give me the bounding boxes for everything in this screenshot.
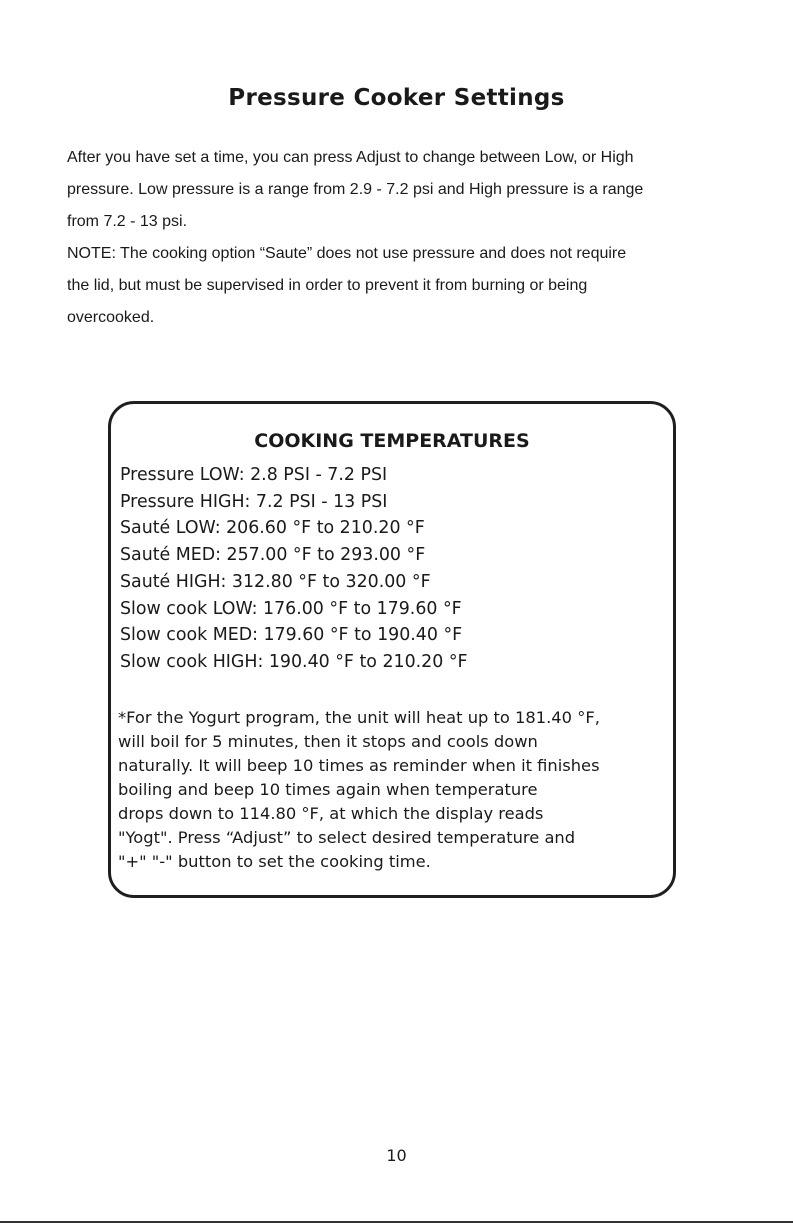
cooking-temperatures-title: COOKING TEMPERATURES (254, 429, 530, 452)
bottom-divider (0, 1221, 793, 1223)
intro-line: After you have set a time, you can press Adjust to change between Low, or High (67, 149, 634, 166)
temperature-item-saute-high: Sauté HIGH: 312.80 °F to 320.00 °F (120, 571, 431, 592)
temperature-item-saute-low: Sauté LOW: 206.60 °F to 210.20 °F (120, 518, 425, 539)
temperature-item-saute-med: Sauté MED: 257.00 °F to 293.00 °F (120, 545, 426, 566)
temperature-item-slow-cook-low: Slow cook LOW: 176.00 °F to 179.60 °F (120, 598, 462, 619)
page-title: Pressure Cooker Settings (228, 85, 565, 112)
temperature-item-slow-cook-high: Slow cook HIGH: 190.40 °F to 210.20 °F (120, 651, 468, 672)
cooking-temperatures-box (108, 401, 676, 898)
note-line: overcooked. (67, 309, 155, 326)
temperature-item-pressure-high: Pressure HIGH: 7.2 PSI - 13 PSI (120, 491, 388, 512)
note-line: NOTE: The cooking option “Saute” does not use pressure and does not require (67, 245, 627, 262)
intro-line: from 7.2 - 13 psi. (67, 213, 188, 230)
temperature-item-pressure-low: Pressure LOW: 2.8 PSI - 7.2 PSI (120, 465, 388, 485)
intro-line: pressure. Low pressure is a range from 2.9 - 7.2 psi and High pressure is a range (67, 181, 644, 198)
page-number: 10 (386, 1146, 407, 1165)
intro-text (67, 142, 727, 334)
yogurt-program-note: *For the Yogurt program, the unit will heat up to 181.40 °F, will boil for 5 minutes, then it stops and cools down naturally. It will beep 10 times as reminder when it finishes boiling and beep 10 times again when temperature drops down to 114.80 °F, at which the display reads "Yogt". Press “Adjust” to select desired temperature and "+" "-" button to set the cooking time. (118, 708, 600, 871)
temperature-list (120, 462, 468, 676)
temperature-item-slow-cook-med: Slow cook MED: 179.60 °F to 190.40 °F (120, 625, 463, 646)
note-line: the lid, but must be supervised in order to prevent it from burning or being (67, 277, 588, 294)
